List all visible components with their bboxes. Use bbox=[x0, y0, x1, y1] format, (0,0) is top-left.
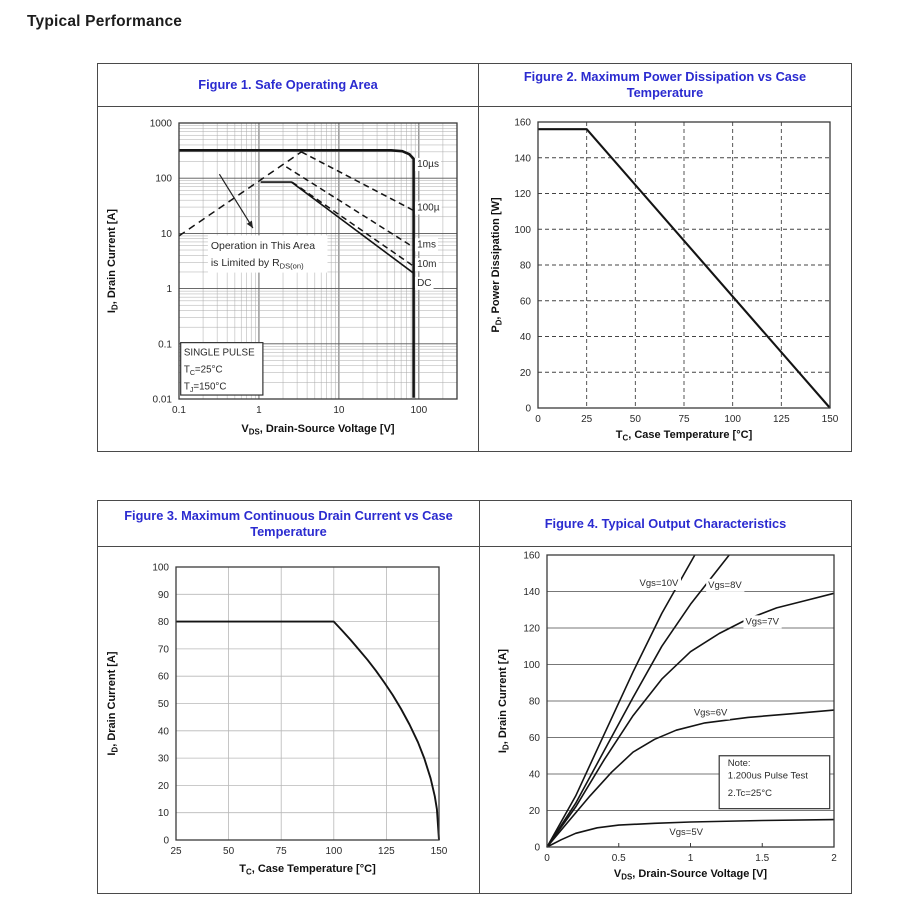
svg-text:Vgs=5V: Vgs=5V bbox=[669, 827, 703, 839]
svg-text:20: 20 bbox=[519, 367, 531, 379]
fig1-canvas bbox=[98, 107, 476, 451]
svg-text:0: 0 bbox=[534, 842, 540, 854]
svg-text:1: 1 bbox=[256, 405, 262, 416]
svg-text:20: 20 bbox=[157, 780, 169, 792]
svg-text:0.1: 0.1 bbox=[158, 339, 172, 351]
figure4-chart bbox=[480, 547, 851, 893]
svg-text:Vgs=8V: Vgs=8V bbox=[708, 579, 742, 591]
figure4-title-text: Figure 4. Typical Output Characteristics bbox=[544, 515, 787, 531]
svg-text:Vgs=10V: Vgs=10V bbox=[639, 578, 679, 590]
svg-text:ID, Drain Current [A]: $I_D$, Drain Current [A] bbox=[106, 208, 120, 314]
figure1-chart bbox=[98, 107, 478, 451]
svg-text:160: 160 bbox=[523, 550, 540, 562]
svg-text:2.Tc=25°C: 2.Tc=25°C bbox=[727, 787, 773, 799]
svg-text:100: 100 bbox=[514, 224, 531, 236]
svg-text:100: 100 bbox=[523, 660, 540, 671]
svg-text:10µs: 10µs bbox=[417, 158, 439, 170]
svg-text:0: 0 bbox=[525, 403, 531, 415]
figure1-title bbox=[98, 64, 478, 107]
svg-text:80: 80 bbox=[528, 696, 540, 708]
svg-text:10: 10 bbox=[333, 405, 345, 416]
svg-text:2: 2 bbox=[831, 853, 837, 864]
figure-table-bottom bbox=[97, 500, 852, 894]
svg-text:DC: DC bbox=[417, 277, 432, 289]
svg-text:1ms: 1ms bbox=[417, 239, 436, 251]
svg-text:Note:: Note: bbox=[727, 757, 751, 769]
svg-text:75: 75 bbox=[275, 846, 287, 857]
svg-text:1000: 1000 bbox=[149, 118, 172, 130]
figure3-chart bbox=[98, 547, 479, 893]
svg-text:140: 140 bbox=[523, 587, 540, 598]
svg-text:1.5: 1.5 bbox=[755, 853, 770, 864]
svg-text:50: 50 bbox=[223, 846, 235, 857]
svg-text:80: 80 bbox=[157, 617, 169, 629]
svg-text:10: 10 bbox=[160, 228, 172, 240]
svg-text:125: 125 bbox=[378, 846, 395, 857]
svg-text:0.01: 0.01 bbox=[152, 394, 172, 406]
svg-text:100: 100 bbox=[155, 173, 172, 185]
svg-text:Vgs=6V: Vgs=6V bbox=[693, 707, 728, 719]
svg-text:50: 50 bbox=[629, 414, 641, 425]
svg-text:40: 40 bbox=[157, 726, 169, 738]
fig4-canvas bbox=[480, 547, 850, 893]
section-heading: Typical Performance bbox=[27, 13, 183, 30]
svg-text:120: 120 bbox=[514, 189, 531, 200]
svg-text:40: 40 bbox=[519, 332, 531, 343]
svg-text:140: 140 bbox=[514, 153, 531, 165]
figure2-cell bbox=[478, 64, 851, 451]
figure4-title bbox=[480, 501, 851, 547]
svg-text:70: 70 bbox=[157, 644, 169, 656]
svg-text:75: 75 bbox=[678, 414, 690, 425]
figure3-title bbox=[98, 501, 479, 547]
fig2-canvas bbox=[479, 107, 850, 451]
figure3-title-text: Figure 3. Maximum Continuous Drain Current vs Case Temperature bbox=[124, 507, 453, 539]
figure1-title-text: Figure 1. Safe Operating Area bbox=[198, 77, 378, 92]
svg-text:30: 30 bbox=[157, 753, 169, 765]
figure1-cell bbox=[98, 64, 478, 451]
svg-text:0.5: 0.5 bbox=[611, 853, 626, 864]
svg-text:60: 60 bbox=[519, 296, 531, 308]
svg-text:25: 25 bbox=[170, 846, 182, 857]
svg-text:150: 150 bbox=[430, 846, 448, 857]
svg-text:TJ=150°C: $T_J=150^\circ C$ bbox=[183, 381, 227, 395]
figure-table-top bbox=[97, 63, 852, 452]
svg-text:TC, Case Temperature [°C]: $T_C$, Case Temperature [°C] bbox=[615, 429, 753, 443]
svg-text:60: 60 bbox=[528, 733, 540, 744]
svg-text:10m: 10m bbox=[417, 259, 437, 271]
svg-text:VDS, Drain-Source Voltage [V]: $V_{DS}$, Drain-Source Voltage [V] bbox=[613, 868, 768, 882]
svg-text:40: 40 bbox=[528, 769, 540, 781]
svg-text:Vgs=7V: Vgs=7V bbox=[745, 616, 780, 628]
svg-text:1: 1 bbox=[687, 853, 694, 864]
svg-text:1.200us Pulse Test: 1.200us Pulse Test bbox=[727, 770, 808, 782]
svg-text:100: 100 bbox=[152, 562, 169, 574]
svg-text:80: 80 bbox=[519, 260, 531, 272]
svg-text:150: 150 bbox=[821, 414, 839, 425]
svg-text:25: 25 bbox=[581, 414, 593, 425]
svg-text:TC, Case Temperature [°C]: $T_C$, Case Temperature [°C] bbox=[239, 863, 376, 877]
svg-text:is Limited by RDS(on): is Limited by $R_{DS(on)}$ bbox=[210, 257, 304, 271]
figure2-title bbox=[479, 64, 851, 107]
svg-text:SINGLE PULSE: SINGLE PULSE bbox=[183, 347, 255, 359]
svg-text:90: 90 bbox=[157, 589, 169, 601]
figure3-cell bbox=[98, 501, 479, 893]
svg-text:125: 125 bbox=[772, 414, 790, 425]
svg-text:160: 160 bbox=[514, 117, 531, 129]
svg-text:0: 0 bbox=[163, 835, 169, 847]
svg-text:120: 120 bbox=[523, 623, 540, 635]
svg-text:100: 100 bbox=[325, 846, 343, 857]
svg-text:ID, Drain Current [A]: $I_D$, Drain Current [A] bbox=[106, 651, 120, 756]
svg-text:0: 0 bbox=[544, 853, 550, 864]
svg-text:50: 50 bbox=[157, 699, 169, 710]
svg-text:100: 100 bbox=[410, 405, 428, 416]
svg-text:1: 1 bbox=[166, 284, 172, 296]
fig3-canvas bbox=[98, 547, 477, 893]
svg-text:0.1: 0.1 bbox=[172, 405, 186, 416]
svg-text:VDS, Drain-Source Voltage [V]: $V_{DS}$, Drain-Source Voltage [V] bbox=[241, 423, 395, 437]
svg-text:20: 20 bbox=[528, 806, 540, 817]
figure4-cell bbox=[479, 501, 851, 893]
svg-text:100µ: 100µ bbox=[417, 202, 440, 214]
svg-text:60: 60 bbox=[157, 671, 169, 683]
svg-text:PD, Power Dissipation [W]: $P_D$, Power Dissipation [W] bbox=[490, 197, 504, 333]
figure2-title-text: Figure 2. Maximum Power Dissipation vs Case Temperature bbox=[523, 69, 807, 100]
svg-text:TC=25°C: $T_C=25^\circ C$ bbox=[183, 364, 223, 378]
svg-text:10: 10 bbox=[157, 808, 169, 820]
svg-text:100: 100 bbox=[724, 414, 742, 425]
svg-text:0: 0 bbox=[535, 414, 541, 425]
svg-text:Operation in This Area: Operation in This Area bbox=[210, 240, 316, 253]
figure2-chart bbox=[479, 107, 851, 451]
svg-text:ID, Drain Current [A]: $I_D$, Drain Current [A] bbox=[497, 648, 511, 754]
